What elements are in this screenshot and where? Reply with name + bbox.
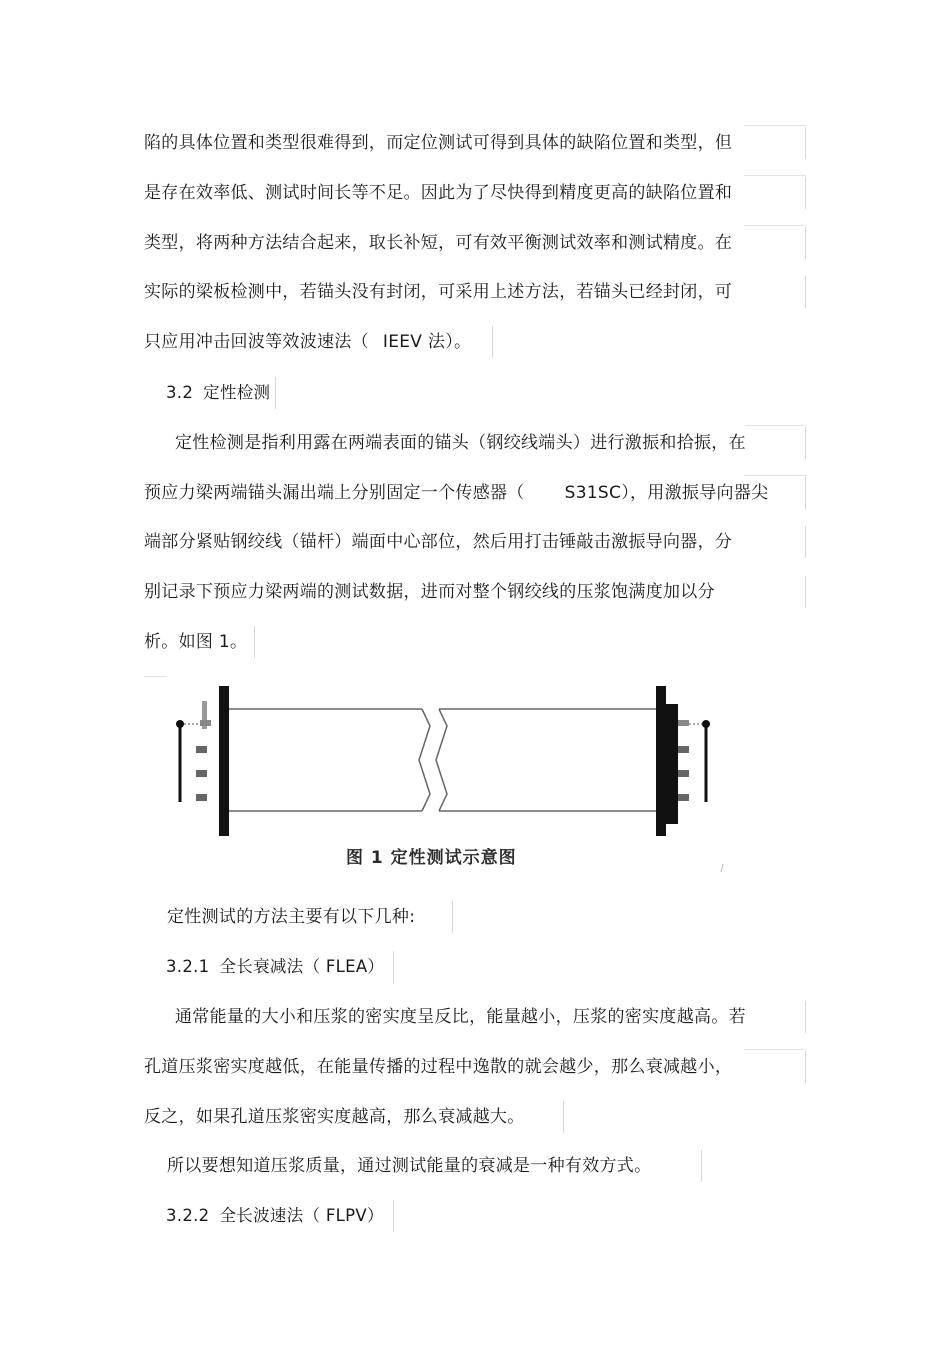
text: 陷的具体位置和类型很难得到，而定位测试可得到具体的缺陷位置和类型，但 [144,133,733,153]
text: 孔道压浆密实度越低，在能量传播的过程中逸散的就会越少，那么衰减越小， [144,1057,733,1077]
section-title: 全长波速法（ FLPV） [219,1206,384,1225]
text: 类型，将两种方法结合起来，取长补短，可有效平衡测试效率和测试精度。在 [144,233,733,253]
paragraph-line [167,901,415,933]
section-title: 定性检测 [203,383,271,402]
text: 通常能量的大小和压浆的密实度呈反比，能量越小，压浆的密实度越高。若 [175,1007,746,1027]
text: 是存在效率低、测试时间长等不足。因此为了尽快得到精度更高的缺陷位置和 [144,183,733,203]
section-heading [166,1200,384,1232]
section-heading [166,377,270,409]
paragraph-line [144,127,732,159]
text: 所以要想知道压浆质量，通过测试能量的衰减是一种有效方式。 [167,1156,652,1176]
paragraph-line [144,626,247,658]
text: 端部分紧贴钢绞线（锚杆）端面中心部位，然后用打击锤敲击激振导向器，分 [144,532,733,552]
beam-left-segment [229,709,430,811]
paragraph-line [175,1001,746,1033]
sensor-model: S31SC），用激振导向器尖 [564,483,769,503]
paragraph-line [144,526,732,558]
method-abbreviation: IEEV 法）。 [382,332,472,352]
right-sensor [689,720,710,802]
corner-mark [721,864,723,872]
paragraph-line [144,1101,525,1133]
right-anchor-head [656,686,689,836]
text: 定性检测是指利用露在两端表面的锚头（钢绞线端头）进行激振和拾振，在 [175,433,746,453]
text: 反之，如果孔道压浆密实度越高，那么衰减越大。 [144,1107,525,1127]
left-sensor [176,720,200,802]
figure-caption: 图 1 定性测试示意图 [346,848,517,868]
paragraph-line [175,427,746,459]
beam-right-segment [436,709,656,811]
paragraph-line [144,1051,732,1083]
paragraph-line [144,477,768,509]
left-anchor-head [196,686,229,836]
paragraph-line [144,326,471,358]
section-number: 3.2.2 [166,1206,210,1225]
section-title: 全长衰减法（ FLEA） [219,957,385,976]
paragraph-line [167,1150,651,1182]
paragraph-line [144,177,732,209]
text: 定性测试的方法主要有以下几种: [167,907,416,927]
paragraph-line [144,576,715,608]
paragraph-line [144,276,732,308]
section-heading [166,951,384,983]
section-number: 3.2 [166,383,194,402]
text: 预应力梁两端锚头漏出端上分别固定一个传感器（ [144,483,525,503]
paragraph-line [144,227,732,259]
text: 只应用冲击回波等效波速法（ [144,332,369,352]
text: 实际的梁板检测中，若锚头没有封闭，可采用上述方法，若锚头已经封闭，可 [144,282,733,302]
text: 别记录下预应力梁两端的测试数据，进而对整个钢绞线的压浆饱满度加以分 [144,582,715,602]
section-number: 3.2.1 [166,957,210,976]
figure-reference: 析。如图 1。 [144,632,248,652]
